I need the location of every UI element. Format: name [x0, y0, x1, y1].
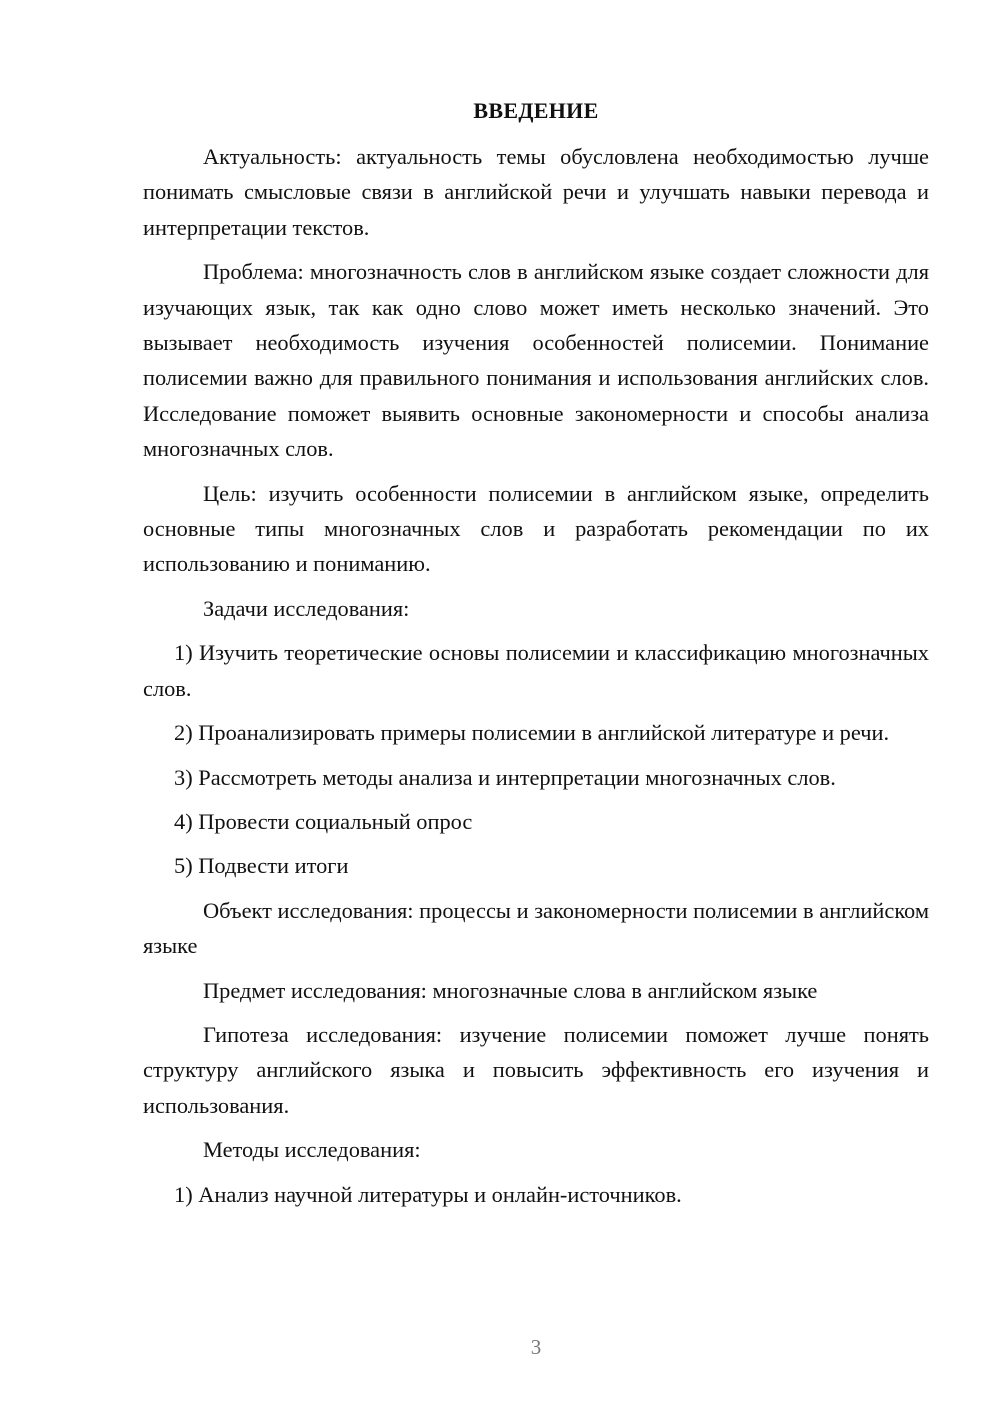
paragraph-goal: Цель: изучить особенности полисемии в английском языке, определить основные типы многозначных слов и разработать рекомендации по их использованию и пониманию.	[143, 480, 929, 577]
document-body	[143, 139, 929, 1221]
paragraph-subject: Предмет исследования: многозначные слова в английском языке	[203, 977, 818, 1003]
list-item-task-4: 4) Провести социальный опрос	[174, 808, 473, 834]
paragraph-problem: Проблема: многозначность слов в английском языке создает сложности для изучающих язык, так как одно слово может иметь несколько значений. Это вызывает необходимость изучения особенностей полисемии. Понимание полисемии важно для правильного понимания и использования английских слов. Исследование поможет выявить основные закономерности и способы анализа многозначных слов.	[143, 259, 929, 462]
paragraph-object: Объект исследования: процессы и закономерности полисемии в английском языке	[143, 897, 929, 959]
page-title: ВВЕДЕНИЕ	[473, 98, 599, 123]
paragraph-relevance: Актуальность: актуальность темы обусловлена необходимостью лучше понимать смысловые связи в английской речи и улучшать навыки перевода и интерпретации текстов.	[143, 144, 929, 240]
list-item-method-1: 1) Анализ научной литературы и онлайн-источников.	[174, 1181, 682, 1207]
list-item-task-1: 1) Изучить теоретические основы полисемии и классификацию многозначных слов.	[143, 640, 929, 701]
page-number: 3	[530, 1335, 542, 1359]
list-item-task-3: 3) Рассмотреть методы анализа и интерпретации многозначных слов.	[174, 764, 836, 790]
paragraph-tasks-heading: Задачи исследования:	[203, 595, 410, 621]
paragraph-methods-heading: Методы исследования:	[203, 1137, 421, 1163]
paragraph-hypothesis: Гипотеза исследования: изучение полисемии поможет лучше понять структуру английского языка и повысить эффективность его изучения и использования.	[143, 1021, 929, 1118]
list-item-task-2: 2) Проанализировать примеры полисемии в английской литературе и речи.	[174, 720, 890, 746]
list-item-task-5: 5) Подвести итоги	[174, 853, 349, 879]
